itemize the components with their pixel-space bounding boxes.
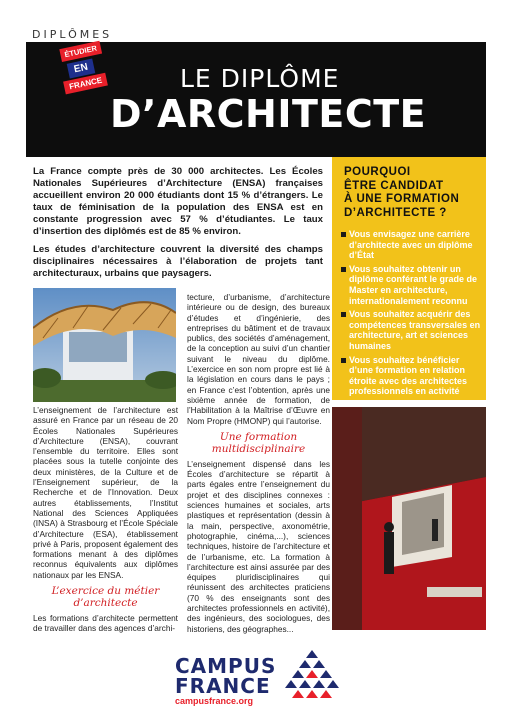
why-title-line: POURQUOI [344, 166, 411, 178]
logo-line-2: FRANCE [175, 674, 271, 698]
logo-url: campusfrance.org [175, 696, 254, 706]
section-heading: L’exercice du métier d’architecte [51, 585, 160, 610]
intro-paragraph: La France compte près de 30 000 architectes. Les Écoles Nationales Supérieures d’Architecture (ENSA) françaises accueillent environ 20 000 étudiants dont 15 % d’étrangers. Le taux de féminisation de la population des ENSA est en constante progression avec 57 % d’étudiantes. Le taux d’insertion des diplômés est de 85 % environ. [33, 166, 323, 238]
why-list-item: Vous souhaitez obtenir un diplôme conférant le grade de Master en architecture, internationalement reconnu [341, 264, 481, 306]
logo-line-1: CAMPUS [175, 654, 277, 678]
logo-triangle-icon [283, 650, 341, 700]
corridor-photo [332, 407, 486, 630]
badge-line-2: EN [67, 58, 95, 78]
intro-text [33, 166, 323, 285]
badge-line-3: FRANCE [63, 73, 108, 95]
badge-line-1: ÉTUDIER [59, 41, 102, 62]
page-title-line-2: D’ARCHITECTE [110, 92, 427, 136]
why-title-line: D’ARCHITECTE ? [344, 206, 447, 219]
etudier-en-france-badge [60, 43, 122, 97]
page-title-line-1: LE DIPLÔME [180, 64, 340, 93]
intro-paragraph: Les études d’architecture couvrent la diversité des champs disciplinaires nécessaires à l’élaboration de projets tant architecturaux, urbains que paysagers. [33, 243, 323, 279]
section-heading: Une formation multidisciplinaire [211, 430, 306, 455]
campus-france-logo [175, 650, 345, 705]
why-list-item: Vous envisagez une carrière d’architecte avec un diplôme d’État [341, 229, 481, 261]
why-title-line: À UNE FORMATION [344, 193, 460, 205]
body-paragraph: Les formations d’architecte permettent de travailler dans des agences d’archi- [33, 613, 178, 634]
why-list [341, 229, 481, 400]
body-paragraph: L’enseignement dispensé dans les Écoles d’architecture se répartit à parts égales entre l’enseignement du projet et des disciplines connexes : sciences humaines et sociales, arts plastiques et représentation (dessin à la main, perspective, axonométrie, photographie, cinéma,...), sciences techniques, histoire de l’architecture et de l’urbanisme, etc. La formation à l’architecture est ainsi assurée par des équipes pluridisciplinaires qui réunissent des architectes praticiens (70 % des enseignants sont des architectes professionnels en activité), des ingénieurs, des sociologues, des historiens, des géographes... [187, 458, 330, 634]
why-title [344, 166, 459, 220]
text-column-middle [187, 292, 330, 634]
why-title-line: ÊTRE CANDIDAT [344, 179, 444, 192]
text-column-left [33, 405, 178, 634]
body-paragraph: L’enseignement de l’architecture est assuré en France par un réseau de 20 Écoles Nationales Supérieures d’Architecture (ENSA), couvrant l’ensemble du territoire. Elles sont placées sous la tutelle conjointe des deux ministères, de la Culture et de l’Enseignement supérieur, de la Recherche et de l’Innovation. Deux autres établissements, l’Institut National des Sciences Appliquées (INSA) à Strasbourg et l’École Spéciale d’Architecture (ESA), établissement privé à Paris, proposent également des formations menant à des diplômes reconnus équivalents aux diplômes nationaux par les ENSA. [33, 405, 178, 580]
section-label: DIPLÔMES [32, 28, 113, 41]
why-list-item: Vous souhaitez bénéficier d’une formation en relation étroite avec des architectes professionnels en activité [341, 355, 481, 397]
why-list-item: Vous souhaitez acquérir des compétences transversales en architecture, art et sciences humaines [341, 309, 481, 351]
why-box [332, 157, 486, 400]
body-paragraph: tecture, d’urbanisme, d’architecture intérieure ou de design, des bureaux d’études et d’ingénierie, des entreprises du bâtiment et de travaux publics, des sociétés d’aménagement, de la conception au suivi d’un chantier suivant le niveau du diplôme. L’exercice en son nom propre est lié à la législation en cours dans le pays ; en France c’est l’obtention, après une sixième année de formation, de l’Habilitation à la Maîtrise d’Œuvre en Nom Propre (HMONP) qui l’autorise. [187, 292, 330, 426]
building-photo [33, 288, 176, 402]
